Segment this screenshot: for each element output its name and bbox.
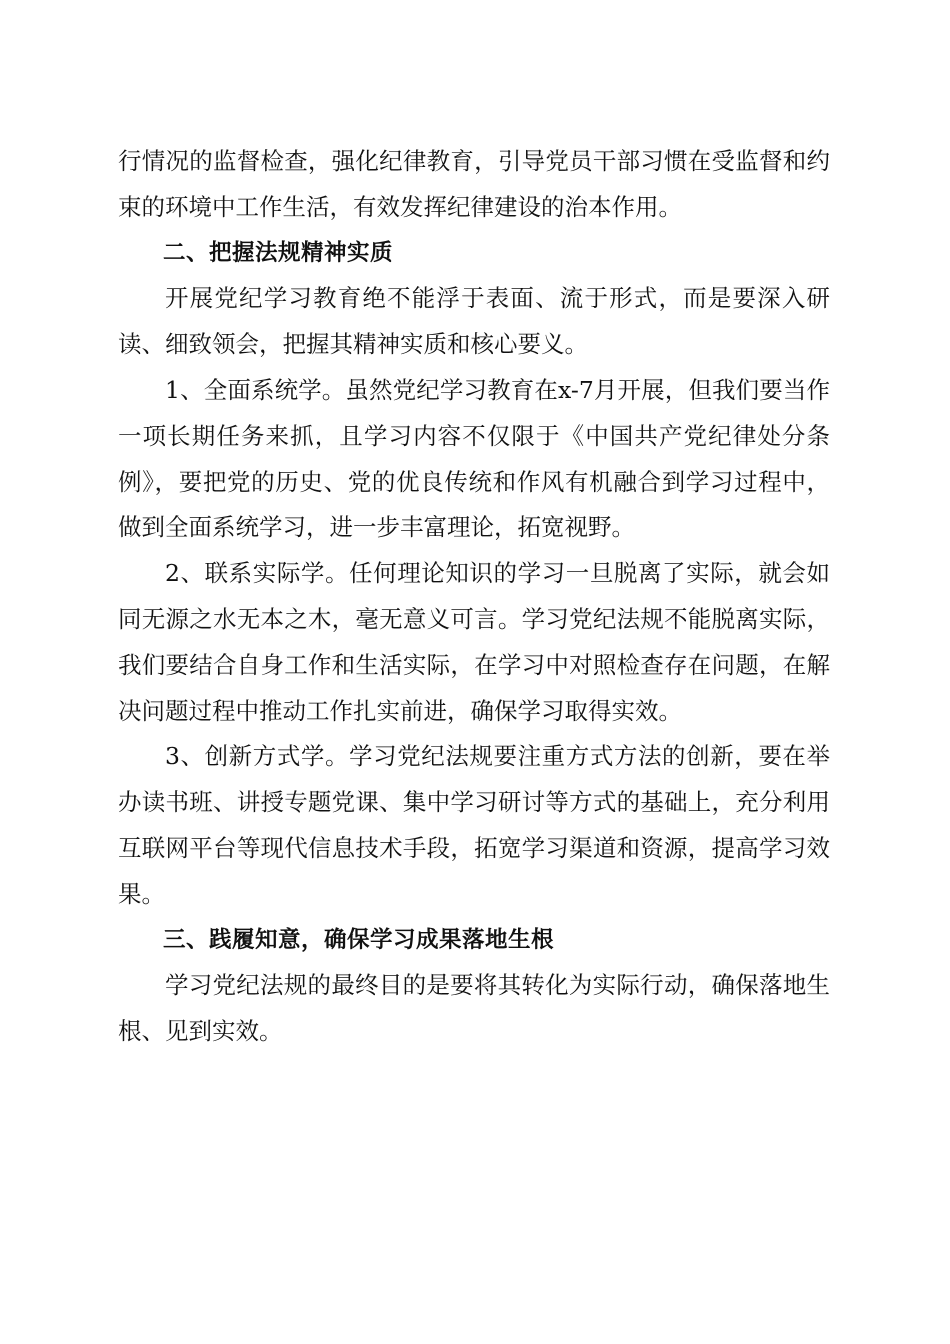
body-paragraph: 1、全面系统学。虽然党纪学习教育在x-7月开展，但我们要当作一项长期任务来抓，且学习内容不仅限于《中国共产党纪律处分条例》，要把党的历史、党的优良传统和作风有机融合到学习过程中，做到全面系统学习，进一步丰富理论，拓宽视野。 xyxy=(118,375,830,542)
body-paragraph: 开展党纪学习教育绝不能浮于表面、流于形式，而是要深入研读、细致领会，把握其精神实质和核心要义。 xyxy=(118,284,830,359)
section-heading-3: 三、践履知意，确保学习成果落地生根 xyxy=(163,926,555,953)
section-heading-2: 二、把握法规精神实质 xyxy=(163,239,394,266)
document-page xyxy=(118,139,830,1055)
body-paragraph: 行情况的监督检查，强化纪律教育，引导党员干部习惯在受监督和约束的环境中工作生活，有效发挥纪律建设的治本作用。 xyxy=(118,147,830,221)
body-paragraph: 2、联系实际学。任何理论知识的学习一旦脱离了实际，就会如同无源之水无本之木，毫无意义可言。学习党纪法规不能脱离实际，我们要结合自身工作和生活实际，在学习中对照检查存在问题，在解决问题过程中推动工作扎实前进，确保学习取得实效。 xyxy=(118,559,830,725)
body-paragraph: 学习党纪法规的最终目的是要将其转化为实际行动，确保落地生根、见到实效。 xyxy=(118,971,830,1046)
body-paragraph: 3、创新方式学。学习党纪法规要注重方式方法的创新，要在举办读书班、讲授专题党课、集中学习研讨等方式的基础上，充分利用互联网平台等现代信息技术手段，拓宽学习渠道和资源，提高学习效果。 xyxy=(118,742,830,908)
